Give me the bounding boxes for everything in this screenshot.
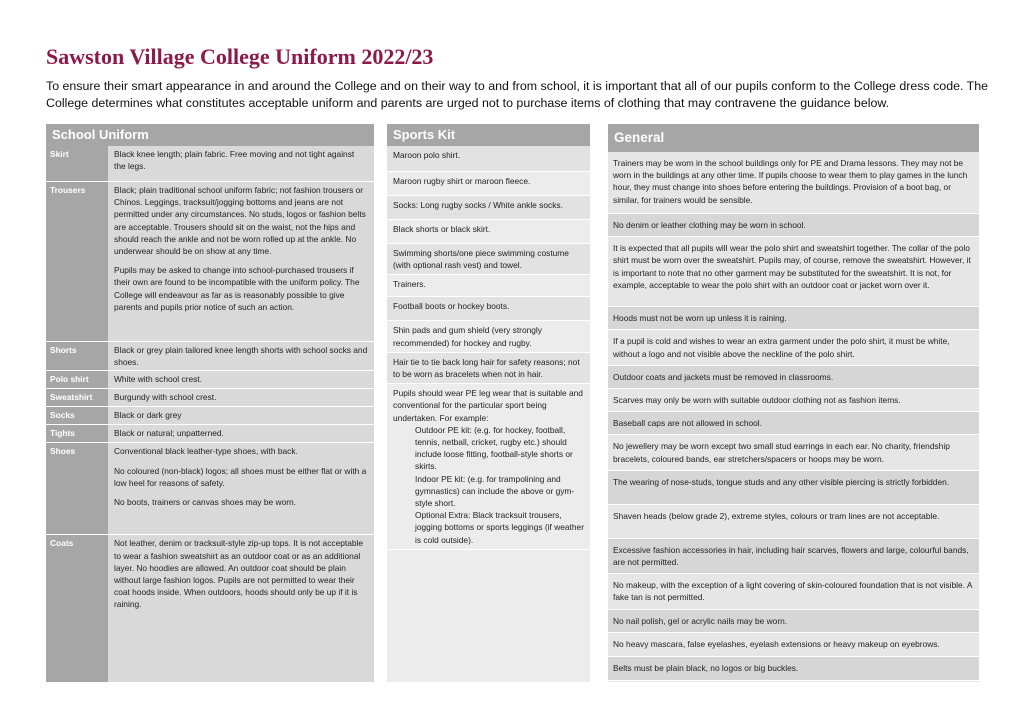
uniform-row-label: Shorts bbox=[46, 342, 108, 370]
general-heading: General bbox=[608, 124, 979, 152]
pe-legwear-section bbox=[387, 384, 590, 550]
uniform-row-label: Trousers bbox=[46, 182, 108, 341]
general-rule: No heavy mascara, false eyelashes, eyelash extensions or heavy makeup on eyebrows. bbox=[608, 633, 979, 657]
general-rule: No makeup, with the exception of a light covering of skin-coloured foundation that is not visible. A fake tan is not permitted. bbox=[608, 574, 979, 609]
general-list bbox=[608, 152, 979, 681]
sports-kit-item: Socks: Long rugby socks / White ankle socks. bbox=[387, 196, 590, 220]
intro-text: To ensure their smart appearance in and around the College and on their way to and from school, it is important that all of our pupils conform to the College dress code. The College determines what constitutes acceptable uniform and parents are urged not to purchase items of clothing that may contravene the guidance below. bbox=[46, 79, 988, 110]
sports-kit-item: Swimming shorts/one piece swimming costume (with optional rash vest) and towel. bbox=[387, 244, 590, 275]
uniform-row-label: Coats bbox=[46, 535, 108, 682]
uniform-row-label: Sweatshirt bbox=[46, 389, 108, 406]
pe-kit-item: Optional Extra: Black tracksuit trousers, jogging bottoms or sports leggings (if weather is cold outside). bbox=[415, 510, 584, 545]
uniform-row-label: Polo shirt bbox=[46, 371, 108, 388]
uniform-row-paragraph: Burgundy with school crest. bbox=[114, 392, 217, 403]
uniform-row-text bbox=[108, 371, 374, 388]
uniform-row-text bbox=[108, 389, 374, 406]
sports-kit-item: Football boots or hockey boots. bbox=[387, 297, 590, 321]
uniform-row-paragraph: Black knee length; plain fabric. Free moving and not tight against the legs. bbox=[114, 149, 355, 172]
pe-kit-item: Outdoor PE kit: (e.g. for hockey, football, tennis, netball, cricket, rugby etc.) should include loose fitting, football-style shorts or skirts. bbox=[415, 424, 573, 472]
sports-kit-heading: Sports Kit bbox=[387, 124, 590, 146]
uniform-row bbox=[46, 182, 374, 342]
uniform-row-text bbox=[108, 182, 374, 341]
uniform-row-text bbox=[108, 425, 374, 442]
uniform-row bbox=[46, 342, 374, 371]
uniform-row-text bbox=[108, 407, 374, 424]
pe-legwear-intro: Pupils should wear PE leg wear that is suitable and conventional for the particular sport being undertaken. For example: bbox=[393, 388, 583, 423]
uniform-row-paragraph: Black or natural; unpatterned. bbox=[114, 428, 224, 439]
uniform-row-label: Socks bbox=[46, 407, 108, 424]
uniform-row bbox=[46, 389, 374, 407]
sports-kit-panel bbox=[387, 124, 590, 682]
uniform-row-text bbox=[108, 146, 374, 181]
uniform-row-paragraph: Not leather, denim or tracksuit-style zip-up tops. It is not acceptable to wear a fashion sweatshirt as an outdoor coat or as an additional layer. No hoodies are allowed. An outdoor coat should be plain without large fashion logos. Pupils are not permitted to wear their coat hoods inside. When outdoors, hoods should only be up if it is raining. bbox=[114, 538, 364, 610]
general-rule: It is expected that all pupils will wear the polo shirt and sweatshirt together. The collar of the polo shirt must be worn over the sweatshirt. Pupils may, of course, remove the sweatshirt. However, it is important to note that no other garment may be substituted for the sweatshirt. It is not, for example, acceptable to wear the polo shirt with an outdoor coat or jacket worn over it. bbox=[608, 237, 979, 307]
uniform-row-text bbox=[108, 535, 374, 682]
general-rule: Baseball caps are not allowed in school. bbox=[608, 412, 979, 435]
uniform-row-text bbox=[108, 443, 374, 534]
uniform-row bbox=[46, 443, 374, 535]
general-rule: No jewellery may be worn except two small stud earrings in each ear. No charity, friendship bracelets, coloured bands, ear stretchers/spacers or hoops may be worn. bbox=[608, 435, 979, 470]
general-rule: Belts must be plain black, no logos or big buckles. bbox=[608, 657, 979, 681]
school-uniform-panel bbox=[46, 124, 374, 682]
general-rule: Excessive fashion accessories in hair, including hair scarves, flowers and large, colourful bands, are not permitted. bbox=[608, 539, 979, 574]
sports-kit-item: Trainers. bbox=[387, 275, 590, 297]
uniform-row bbox=[46, 146, 374, 182]
general-rule: Shaven heads (below grade 2), extreme styles, colours or tram lines are not acceptable. bbox=[608, 505, 979, 539]
uniform-row-label: Shoes bbox=[46, 443, 108, 534]
uniform-row-paragraph: Black or grey plain tailored knee length shorts with school socks and shoes. bbox=[114, 345, 368, 368]
general-rule: Scarves may only be worn with suitable outdoor clothing not as fashion items. bbox=[608, 389, 979, 412]
uniform-row-paragraph: Conventional black leather-type shoes, with back. bbox=[114, 446, 298, 457]
page-title: Sawston Village College Uniform 2022/23 bbox=[46, 44, 434, 69]
general-rule: Hoods must not be worn up unless it is raining. bbox=[608, 307, 979, 330]
uniform-row bbox=[46, 371, 374, 389]
uniform-row-label: Tights bbox=[46, 425, 108, 442]
uniform-row-paragraph: White with school crest. bbox=[114, 374, 202, 385]
sports-kit-list bbox=[387, 146, 590, 550]
uniform-row bbox=[46, 407, 374, 425]
uniform-row bbox=[46, 425, 374, 443]
uniform-row-label: Skirt bbox=[46, 146, 108, 181]
general-panel bbox=[608, 124, 979, 682]
sports-kit-item: Shin pads and gum shield (very strongly recommended) for hockey and rugby. bbox=[387, 321, 590, 352]
uniform-row bbox=[46, 535, 374, 683]
sports-kit-item: Black shorts or black skirt. bbox=[387, 220, 590, 244]
general-rule: No nail polish, gel or acrylic nails may be worn. bbox=[608, 610, 979, 633]
pe-kit-item: Indoor PE kit: (e.g. for trampolining and gymnastics) can include the above or gym-style short. bbox=[415, 473, 575, 509]
sports-kit-item: Maroon polo shirt. bbox=[387, 146, 590, 172]
school-uniform-heading: School Uniform bbox=[46, 124, 374, 146]
general-rule: Trainers may be worn in the school buildings only for PE and Drama lessons. They may not be worn in the buildings at any other time. If pupils choose to wear them to play games in the lunch hour, they must change into shoes before entering the buildings. Provision of a boot bag, or similar, for trainers would be sensible. bbox=[608, 152, 979, 214]
general-rule: Outdoor coats and jackets must be removed in classrooms. bbox=[608, 366, 979, 389]
school-uniform-table bbox=[46, 146, 374, 683]
sports-kit-item: Maroon rugby shirt or maroon fleece. bbox=[387, 172, 590, 196]
general-rule: The wearing of nose-studs, tongue studs and any other visible piercing is strictly forbidden. bbox=[608, 471, 979, 505]
uniform-row-paragraph: Black or dark grey bbox=[114, 410, 182, 421]
uniform-row-paragraph: No coloured (non-black) logos; all shoes must be either flat or with a low heel for reasons of safety. bbox=[114, 465, 367, 488]
uniform-row-paragraph: No boots, trainers or canvas shoes may be worn. bbox=[114, 497, 297, 508]
sports-kit-item: Hair tie to tie back long hair for safety reasons; not to be worn as bracelets when not in hair. bbox=[387, 353, 590, 384]
uniform-row-paragraph: Pupils may be asked to change into school-purchased trousers if their own are found to be incompatible with the uniform policy. The College will endeavour as far as is reasonably possible to give parents and pupils prior notice of such an action. bbox=[114, 265, 360, 312]
uniform-row-paragraph: Black; plain traditional school uniform fabric; not fashion trousers or Chinos. Leggings, tracksuit/jogging bottoms and jeans are not permitted under any circumstances. No studs, logos or fashion belts are acceptable. Trousers should sit on the waist, not the hips and should reach the ankle and not be worn rolled up at the ankle. No underwear should be on show at any time. bbox=[114, 185, 366, 257]
general-rule: If a pupil is cold and wishes to wear an extra garment under the polo shirt, it must be white, without a logo and not visible above the neckline of the polo shirt. bbox=[608, 330, 979, 365]
general-rule: No denim or leather clothing may be worn in school. bbox=[608, 214, 979, 237]
uniform-row-text bbox=[108, 342, 374, 370]
